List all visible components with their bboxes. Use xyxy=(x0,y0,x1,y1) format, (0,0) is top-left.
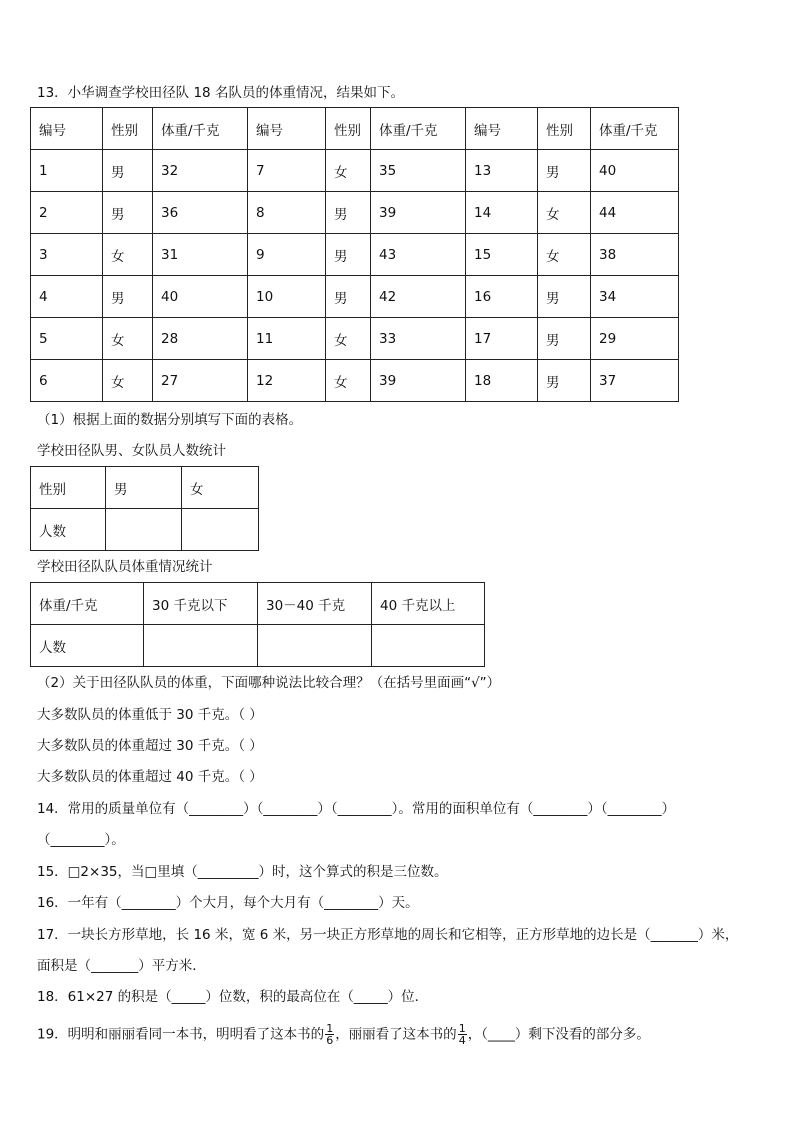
table-row xyxy=(31,360,679,402)
table-header-row xyxy=(31,108,679,150)
table-cell: 11 xyxy=(248,318,326,360)
table-header-cell: 体重/千克 xyxy=(153,108,248,150)
fraction-one-sixth: $\frac{1}{6}$ xyxy=(326,1022,334,1047)
table-header-cell: 性别 xyxy=(326,108,371,150)
table-cell: 8 xyxy=(248,192,326,234)
table-cell: 35 xyxy=(371,150,466,192)
table-cell: 男 xyxy=(538,360,591,402)
table2-header-gender: 性别 xyxy=(31,467,106,509)
table-header-cell: 性别 xyxy=(103,108,153,150)
table-cell: 男 xyxy=(326,276,371,318)
table-row xyxy=(31,234,679,276)
table-cell: 12 xyxy=(248,360,326,402)
weight-range-table xyxy=(30,582,485,667)
table3-under30-cell[interactable] xyxy=(144,625,258,667)
table-cell: 3 xyxy=(31,234,103,276)
q18-text: 18．61×27 的积是（_____）位数，积的最高位在（_____）位． xyxy=(37,989,429,1005)
q16-text: 16．一年有（________）个大月，每个大月有（________）天。 xyxy=(37,895,419,911)
table3-header-weight: 体重/千克 xyxy=(31,583,144,625)
table3-header-over40: 40 千克以上 xyxy=(372,583,485,625)
table-cell: 17 xyxy=(466,318,538,360)
table-cell: 33 xyxy=(371,318,466,360)
table-cell: 男 xyxy=(103,276,153,318)
table2-title: 学校田径队男、女队员人数统计 xyxy=(37,443,226,459)
table-cell: 29 xyxy=(591,318,679,360)
table3-title: 学校田径队队员体重情况统计 xyxy=(37,559,213,575)
q19-part-b: ，丽丽看了这本书的 xyxy=(335,1026,457,1043)
table-cell: 13 xyxy=(466,150,538,192)
table3-header-30to40: 30－40 千克 xyxy=(258,583,372,625)
table3-over40-cell[interactable] xyxy=(372,625,485,667)
table-cell: 39 xyxy=(371,360,466,402)
table-cell: 43 xyxy=(371,234,466,276)
table-cell: 16 xyxy=(466,276,538,318)
table-row xyxy=(31,192,679,234)
table3-row-label: 人数 xyxy=(31,625,144,667)
option-2[interactable]: 大多数队员的体重超过 30 千克。（ ） xyxy=(37,738,263,754)
table-cell: 32 xyxy=(153,150,248,192)
table-cell: 18 xyxy=(466,360,538,402)
fraction-one-quarter: $\frac{1}{4}$ xyxy=(458,1022,466,1047)
table-cell: 男 xyxy=(538,150,591,192)
q19-part-a: 19．明明和丽丽看同一本书，明明看了这本书的 xyxy=(37,1026,325,1043)
q17-line2: 面积是（_______）平方米． xyxy=(37,958,206,974)
table-cell: 女 xyxy=(326,150,371,192)
table-cell: 37 xyxy=(591,360,679,402)
table3-30to40-cell[interactable] xyxy=(258,625,372,667)
table-cell: 39 xyxy=(371,192,466,234)
table-header-cell: 编号 xyxy=(248,108,326,150)
q19-text xyxy=(37,1023,650,1046)
table-cell: 男 xyxy=(538,318,591,360)
table-cell: 36 xyxy=(153,192,248,234)
table-cell: 男 xyxy=(326,192,371,234)
table-cell: 10 xyxy=(248,276,326,318)
table-row xyxy=(31,318,679,360)
table-header-cell: 编号 xyxy=(31,108,103,150)
table-cell: 4 xyxy=(31,276,103,318)
table2-header-male: 男 xyxy=(106,467,182,509)
q13-part1: （1）根据上面的数据分别填写下面的表格。 xyxy=(37,412,303,428)
gender-count-table xyxy=(30,466,259,551)
table-cell: 9 xyxy=(248,234,326,276)
table-cell: 40 xyxy=(153,276,248,318)
table-cell: 女 xyxy=(103,360,153,402)
q14-line2: （________）。 xyxy=(37,832,125,848)
table3-header-under30: 30 千克以下 xyxy=(144,583,258,625)
q15-text: 15．□2×35，当□里填（_________）时，这个算式的积是三位数。 xyxy=(37,864,448,880)
table-cell: 女 xyxy=(538,234,591,276)
table-cell: 2 xyxy=(31,192,103,234)
table-cell: 7 xyxy=(248,150,326,192)
table-cell: 34 xyxy=(591,276,679,318)
table-cell: 14 xyxy=(466,192,538,234)
table-cell: 15 xyxy=(466,234,538,276)
q14-line1: 14．常用的质量单位有（________）（________）（________）。常用的面积单位有（________）（________） xyxy=(37,801,676,817)
table-cell: 31 xyxy=(153,234,248,276)
table-row xyxy=(31,150,679,192)
table-header-cell: 体重/千克 xyxy=(371,108,466,150)
table-cell: 男 xyxy=(538,276,591,318)
table-cell: 27 xyxy=(153,360,248,402)
option-1[interactable]: 大多数队员的体重低于 30 千克。（ ） xyxy=(37,707,263,723)
table2-male-count-cell[interactable] xyxy=(106,509,182,551)
table-header-cell: 性别 xyxy=(538,108,591,150)
q19-part-c: ，（____）剩下没看的部分多。 xyxy=(467,1026,650,1043)
table-cell: 6 xyxy=(31,360,103,402)
table-header-cell: 体重/千克 xyxy=(591,108,679,150)
table-cell: 男 xyxy=(103,150,153,192)
table2-female-count-cell[interactable] xyxy=(182,509,259,551)
table-header-cell: 编号 xyxy=(466,108,538,150)
q13-title: 13．小华调查学校田径队 18 名队员的体重情况，结果如下。 xyxy=(37,85,404,101)
table-cell: 女 xyxy=(103,234,153,276)
q13-part2: （2）关于田径队队员的体重，下面哪种说法比较合理？（在括号里面画“√”） xyxy=(37,675,501,691)
table2-row-label: 人数 xyxy=(31,509,106,551)
table-cell: 女 xyxy=(103,318,153,360)
table-cell: 女 xyxy=(326,318,371,360)
table-cell: 男 xyxy=(326,234,371,276)
table-row xyxy=(31,276,679,318)
table-cell: 40 xyxy=(591,150,679,192)
q17-line1: 17．一块长方形草地，长 16 米，宽 6 米，另一块正方形草地的周长和它相等，正方形草地的边长是（_______）米， xyxy=(37,927,739,943)
table-cell: 1 xyxy=(31,150,103,192)
table-cell: 女 xyxy=(326,360,371,402)
weight-data-table xyxy=(30,107,679,402)
table-cell: 28 xyxy=(153,318,248,360)
table-cell: 38 xyxy=(591,234,679,276)
table-cell: 男 xyxy=(103,192,153,234)
option-3[interactable]: 大多数队员的体重超过 40 千克。（ ） xyxy=(37,769,263,785)
table-cell: 44 xyxy=(591,192,679,234)
table2-header-female: 女 xyxy=(182,467,259,509)
table-cell: 42 xyxy=(371,276,466,318)
table-cell: 5 xyxy=(31,318,103,360)
table-cell: 女 xyxy=(538,192,591,234)
